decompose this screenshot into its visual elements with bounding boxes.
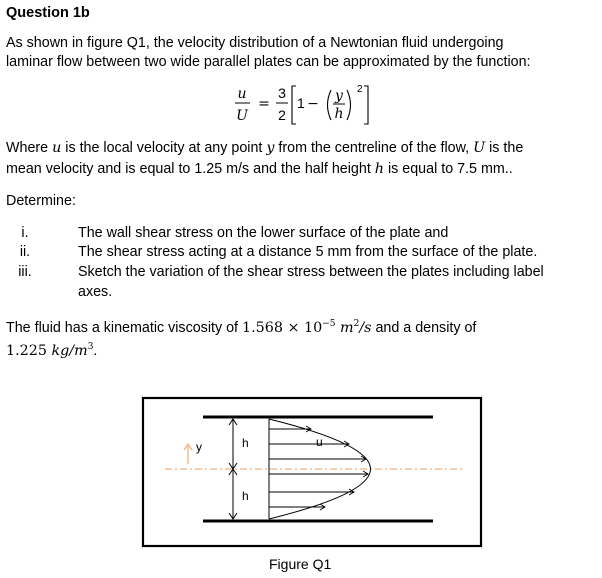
task-item-3 [0,263,602,282]
task-number: ii. [19,244,31,260]
eq-equals: = [258,96,270,112]
task-number: iii. [18,264,32,280]
task-text: The shear stress acting at a distance 5 mm from the surface of the plate. [78,244,538,260]
h-label-bottom: h [242,489,249,503]
where-line-1: Where u is the local velocity at any point y from the centreline of the flow, U is the [6,140,524,156]
question-heading: Question 1b [6,5,90,21]
task-text-continued: axes. [78,284,113,300]
determine-label: Determine: [6,193,76,209]
velocity-profile [269,419,371,519]
velocity-arrows [269,426,368,510]
intro-line-1: As shown in figure Q1, the velocity distribution of a Newtonian fluid undergoing [6,35,504,51]
eq-frac-denominator: h [334,106,344,122]
task-item-3-continued [0,283,602,302]
where-line-2: mean velocity and is equal to 1.25 m/s and the half height h is equal to 7.5 mm.. [6,161,513,177]
eq-lhs-numerator: u [237,86,247,102]
eq-lhs-denominator: U [236,108,248,124]
intro-line-2: laminar flow between two wide parallel plates can be approximated by the function: [6,54,531,70]
task-item-2 [0,243,602,262]
task-text: Sketch the variation of the shear stress between the plates including label [78,264,544,280]
eq-coef-numerator: 3 [278,85,286,101]
y-axis-label: y [196,440,202,454]
fluid-line-1: The fluid has a kinematic viscosity of $1.568 \times 10^{-5}$ $m^2/s$ and a density of [6,319,477,336]
eq-coef-denominator: 2 [278,107,286,123]
task-number: i. [21,225,29,241]
eq-one: 1 [297,95,305,111]
figure-frame [143,398,481,546]
eq-frac-numerator: y [335,88,343,104]
velocity-equation [226,78,386,130]
task-item-1 [0,224,602,243]
eq-minus: − [307,96,319,112]
eq-exponent: 2 [357,84,363,95]
u-label: u [316,435,323,449]
task-text: The wall shear stress on the lower surface of the plate and [78,225,449,241]
fluid-line-2: 1.225 $kg/m^3$. [6,342,98,359]
h-label-top: h [242,436,249,450]
figure-caption: Figure Q1 [269,556,332,572]
